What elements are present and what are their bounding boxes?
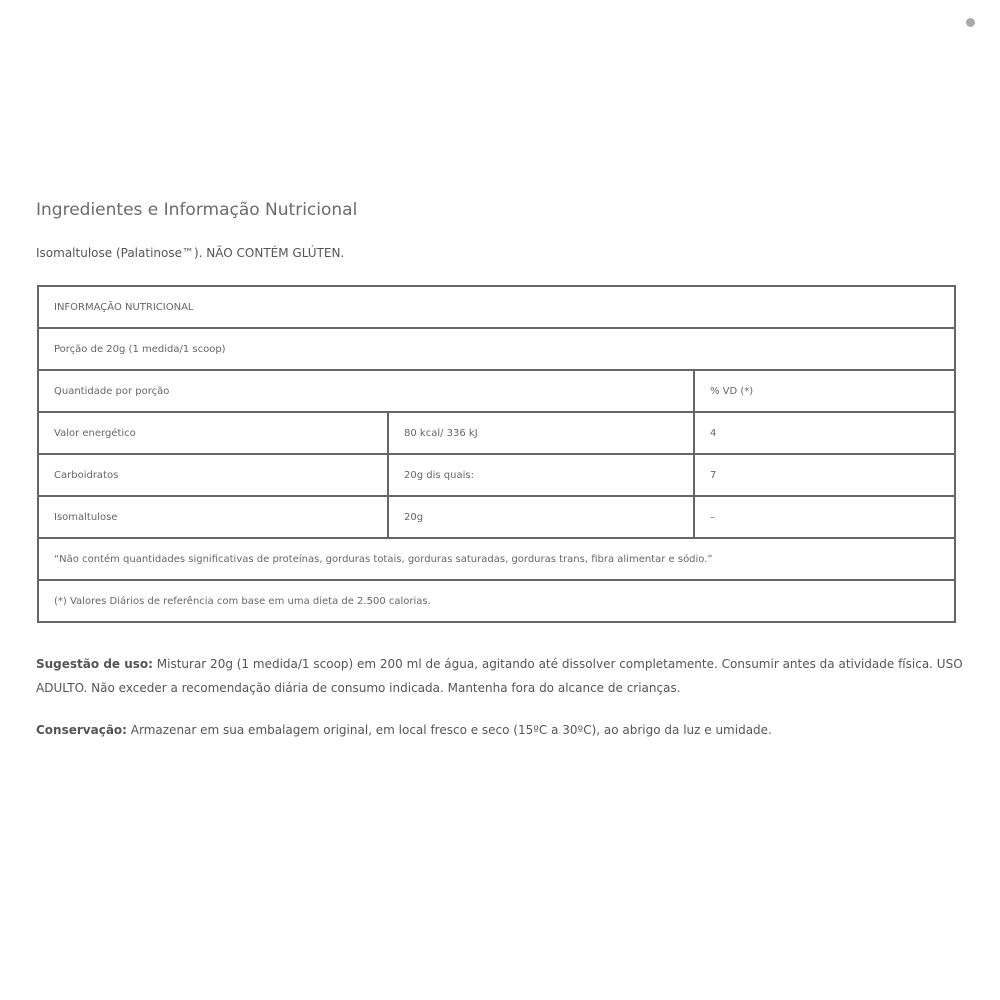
nutrient-name: Valor energético — [38, 412, 388, 454]
nutrient-amount: 20g — [388, 496, 694, 538]
nutrition-table — [37, 285, 956, 623]
nutrient-vd: – — [694, 496, 955, 538]
table-note-cell: “Não contém quantidades significativas de proteínas, gorduras totais, gorduras saturadas, gorduras trans, fibra alimentar e sódio.” — [38, 538, 955, 580]
usage-label: Sugestão de uso: — [36, 657, 153, 671]
nutrient-amount: 20g dis quais: — [388, 454, 694, 496]
column-quantity-header: Quantidade por porção — [38, 370, 694, 412]
nutrient-vd: 4 — [694, 412, 955, 454]
usage-paragraph — [36, 652, 966, 700]
ingredients-text: Isomaltulose (Palatinose™). NÃO CONTÉM GLÚTEN. — [36, 246, 345, 260]
storage-paragraph — [36, 718, 966, 742]
table-columns-row — [38, 370, 955, 412]
nutrient-vd: 7 — [694, 454, 955, 496]
corner-dot-icon — [966, 18, 975, 27]
table-header-cell: INFORMAÇÃO NUTRICIONAL — [38, 286, 955, 328]
table-footnote-row — [38, 580, 955, 622]
table-portion-cell: Porção de 20g (1 medida/1 scoop) — [38, 328, 955, 370]
table-row — [38, 496, 955, 538]
storage-text: Armazenar em sua embalagem original, em local fresco e seco (15ºC a 30ºC), ao abrigo da luz e umidade. — [126, 723, 772, 737]
storage-label: Conservação: — [36, 723, 127, 737]
table-row — [38, 454, 955, 496]
table-note-row — [38, 538, 955, 580]
usage-text: Misturar 20g (1 medida/1 scoop) em 200 ml de água, agitando até dissolver completamente. Consumir antes da atividade física. USO ADULTO. Não exceder a recomendação diária de consumo indicada. Mantenha fora do alcance de crianças. — [36, 657, 963, 695]
table-header-row — [38, 286, 955, 328]
nutrient-amount: 80 kcal/ 336 kJ — [388, 412, 694, 454]
table-footnote-cell: (*) Valores Diários de referência com base em uma dieta de 2.500 calorias. — [38, 580, 955, 622]
nutrient-name: Carboidratos — [38, 454, 388, 496]
table-row — [38, 412, 955, 454]
table-portion-row — [38, 328, 955, 370]
nutrient-name: Isomaltulose — [38, 496, 388, 538]
column-vd-header: % VD (*) — [694, 370, 955, 412]
section-title: Ingredientes e Informação Nutricional — [36, 200, 358, 220]
